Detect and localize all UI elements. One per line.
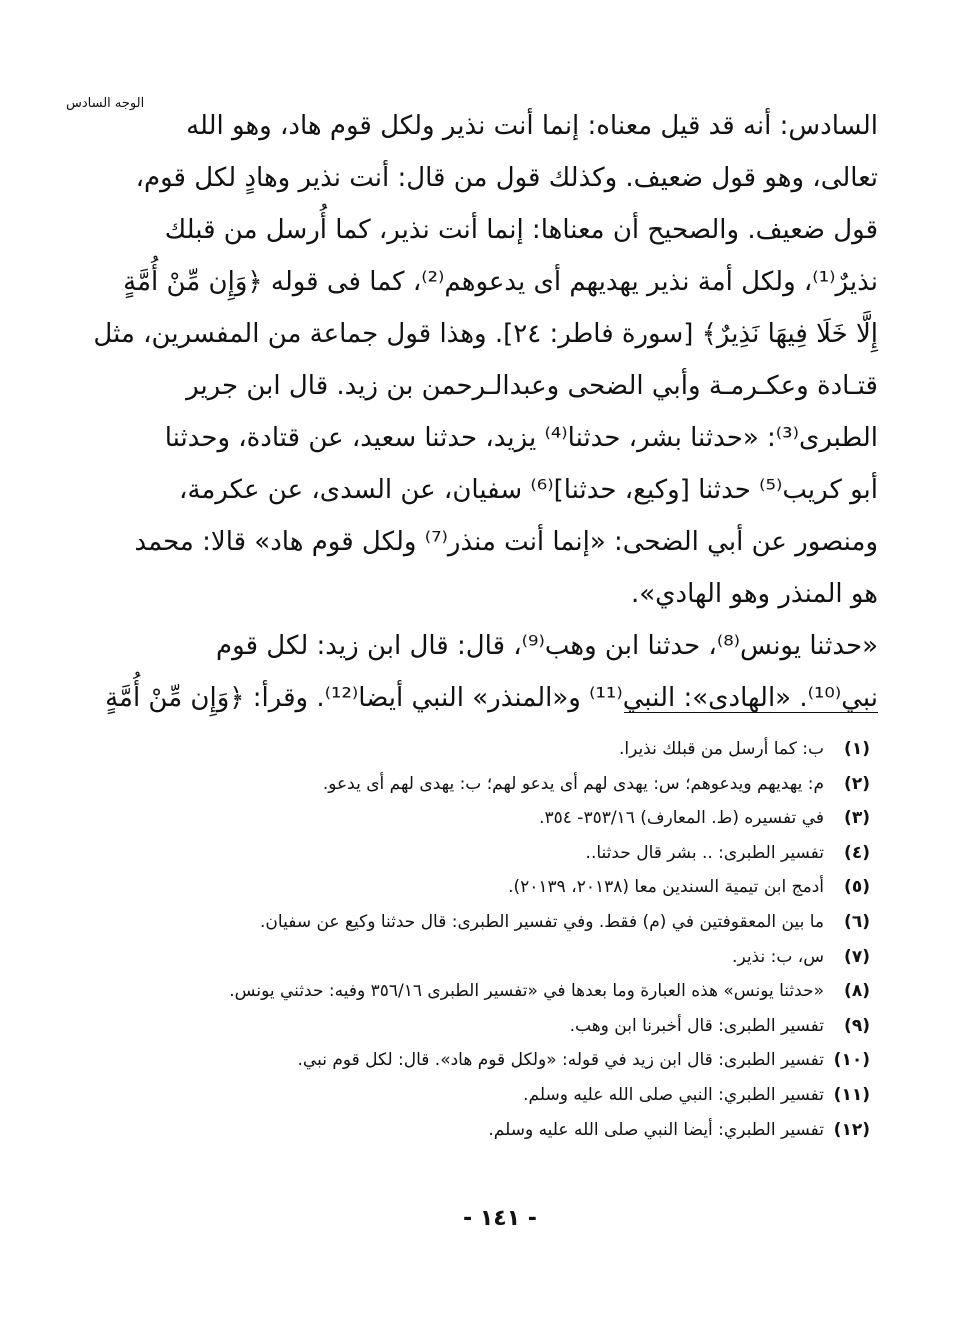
text-line: هو المنذر وهو الهادي».	[630, 579, 878, 609]
footnote-number: (٤)	[844, 842, 870, 863]
footnote-text: م: يهديهم ويدعوهم؛ س: يهدى لهم أى يدعو لهم؛ ب: يهدى لهم أى يدعو.	[322, 773, 824, 794]
footnotes	[200, 732, 870, 1147]
text-line: نبي⁽¹⁰⁾. «الهادى»: النبي⁽¹¹⁾ و«المنذر» النبي أيضا⁽¹²⁾. وقرأ: ﴿وَإِن مِّنْ أُمَّةٍ	[105, 683, 878, 713]
text-line: أبو كريب⁽⁵⁾ حدثنا [وكيع، حدثنا]⁽⁶⁾ سفيان، عن السدى، عن عكرمة،	[179, 475, 878, 505]
footnote-number: (١١)	[833, 1084, 870, 1105]
footnote	[200, 767, 870, 802]
footnote-number: (١٢)	[833, 1119, 870, 1140]
footnote	[200, 905, 870, 940]
footnote	[200, 1078, 870, 1113]
page-number: - ١٤١ -	[463, 1206, 537, 1231]
footnote-number: (٢)	[844, 773, 870, 794]
footnote-text: في تفسيره (ط. المعارف) ٣٥٣/١٦- ٣٥٤.	[539, 808, 824, 829]
footnote	[200, 1009, 870, 1044]
text-line: إِلَّا خَلَا فِيهَا نَذِيرٌ﴾ [سورة فاطر: ٢٤]. وهذا قول جماعة من المفسرين، مثل	[93, 319, 878, 349]
footnote	[200, 974, 870, 1009]
text-line: السادس: أنه قد قيل معناه: إنما أنت نذير ولكل قوم هاد، وهو الله	[186, 111, 878, 141]
footnote-text: «حدثنا يونس» هذه العبارة وما بعدها في «تفسير الطبرى ٣٥٦/١٦ وفيه: حدثني يونس.	[229, 981, 824, 1002]
footnote-text: س، ب: نذير.	[732, 946, 824, 967]
text-line: الطبرى⁽³⁾: «حدثنا بشر، حدثنا⁽⁴⁾ يزيد، حدثنا سعيد، عن قتادة، وحدثنا	[164, 423, 878, 453]
main-text	[93, 100, 878, 724]
margin-note: الوجه السادس	[66, 96, 145, 111]
footnote-text: تفسير الطبرى: .. بشر قال حدثنا..	[585, 842, 824, 863]
footnote	[200, 1043, 870, 1078]
footnote-number: (١)	[844, 739, 870, 759]
text-line: قتـادة وعكـرمـة وأبي الضحى وعبدالـرحمن بن زيد. قال ابن جرير	[186, 371, 878, 401]
footnote-text: تفسير الطبري: أيضا النبي صلى الله عليه وسلم.	[488, 1119, 824, 1140]
footnote	[200, 732, 870, 767]
footnote-divider	[624, 712, 878, 713]
footnote-number: (٣)	[844, 808, 870, 829]
footnote	[200, 801, 870, 836]
footnote-number: (٧)	[844, 946, 870, 967]
footnote	[200, 1113, 870, 1148]
footnote-text: ب: كما أرسل من قبلك نذيرا.	[618, 739, 824, 759]
footnote-text: تفسير الطبري: النبي صلى الله عليه وسلم.	[523, 1084, 824, 1105]
footnote	[200, 940, 870, 975]
footnote-number: (٩)	[844, 1015, 870, 1036]
footnote	[200, 836, 870, 871]
footnote	[200, 870, 870, 905]
footnote-number: (٨)	[844, 981, 870, 1002]
footnote-text: تفسير الطبرى: قال ابن زيد في قوله: «ولكل قوم هاد». قال: لكل قوم نبي.	[297, 1050, 824, 1071]
text-line: «حدثنا يونس⁽⁸⁾، حدثنا ابن وهب⁽⁹⁾، قال: قال ابن زيد: لكل قوم	[216, 631, 878, 661]
text-line: تعالى، وهو قول ضعيف. وكذلك قول من قال: أنت نذير وهادٍ لكل قوم،	[135, 163, 878, 193]
footnote-number: (١٠)	[833, 1050, 870, 1071]
footnote-text: أدمج ابن تيمية السندين معا (٢٠١٣٨، ٢٠١٣٩).	[508, 877, 824, 898]
text-line: قول ضعيف. والصحيح أن معناها: إنما أنت نذير، كما أُرسل من قبلك	[164, 215, 878, 245]
footnote-text: ما بين المعقوفتين في (م) فقط. وفي تفسير الطبرى: قال حدثنا وكيع عن سفيان.	[260, 911, 824, 932]
text-line: ومنصور عن أبي الضحى: «إنما أنت منذر⁽⁷⁾ ولكل قوم هاد» قالا: محمد	[134, 527, 878, 557]
footnote-number: (٥)	[844, 877, 870, 898]
footnote-text: تفسير الطبرى: قال أخبرنا ابن وهب.	[569, 1015, 824, 1036]
footnote-number: (٦)	[844, 911, 870, 932]
text-line: نذيرٌ⁽¹⁾، ولكل أمة نذير يهديهم أى يدعوهم⁽²⁾، كما فى قوله ﴿وَإِن مِّنْ أُمَّةٍ	[123, 267, 878, 297]
